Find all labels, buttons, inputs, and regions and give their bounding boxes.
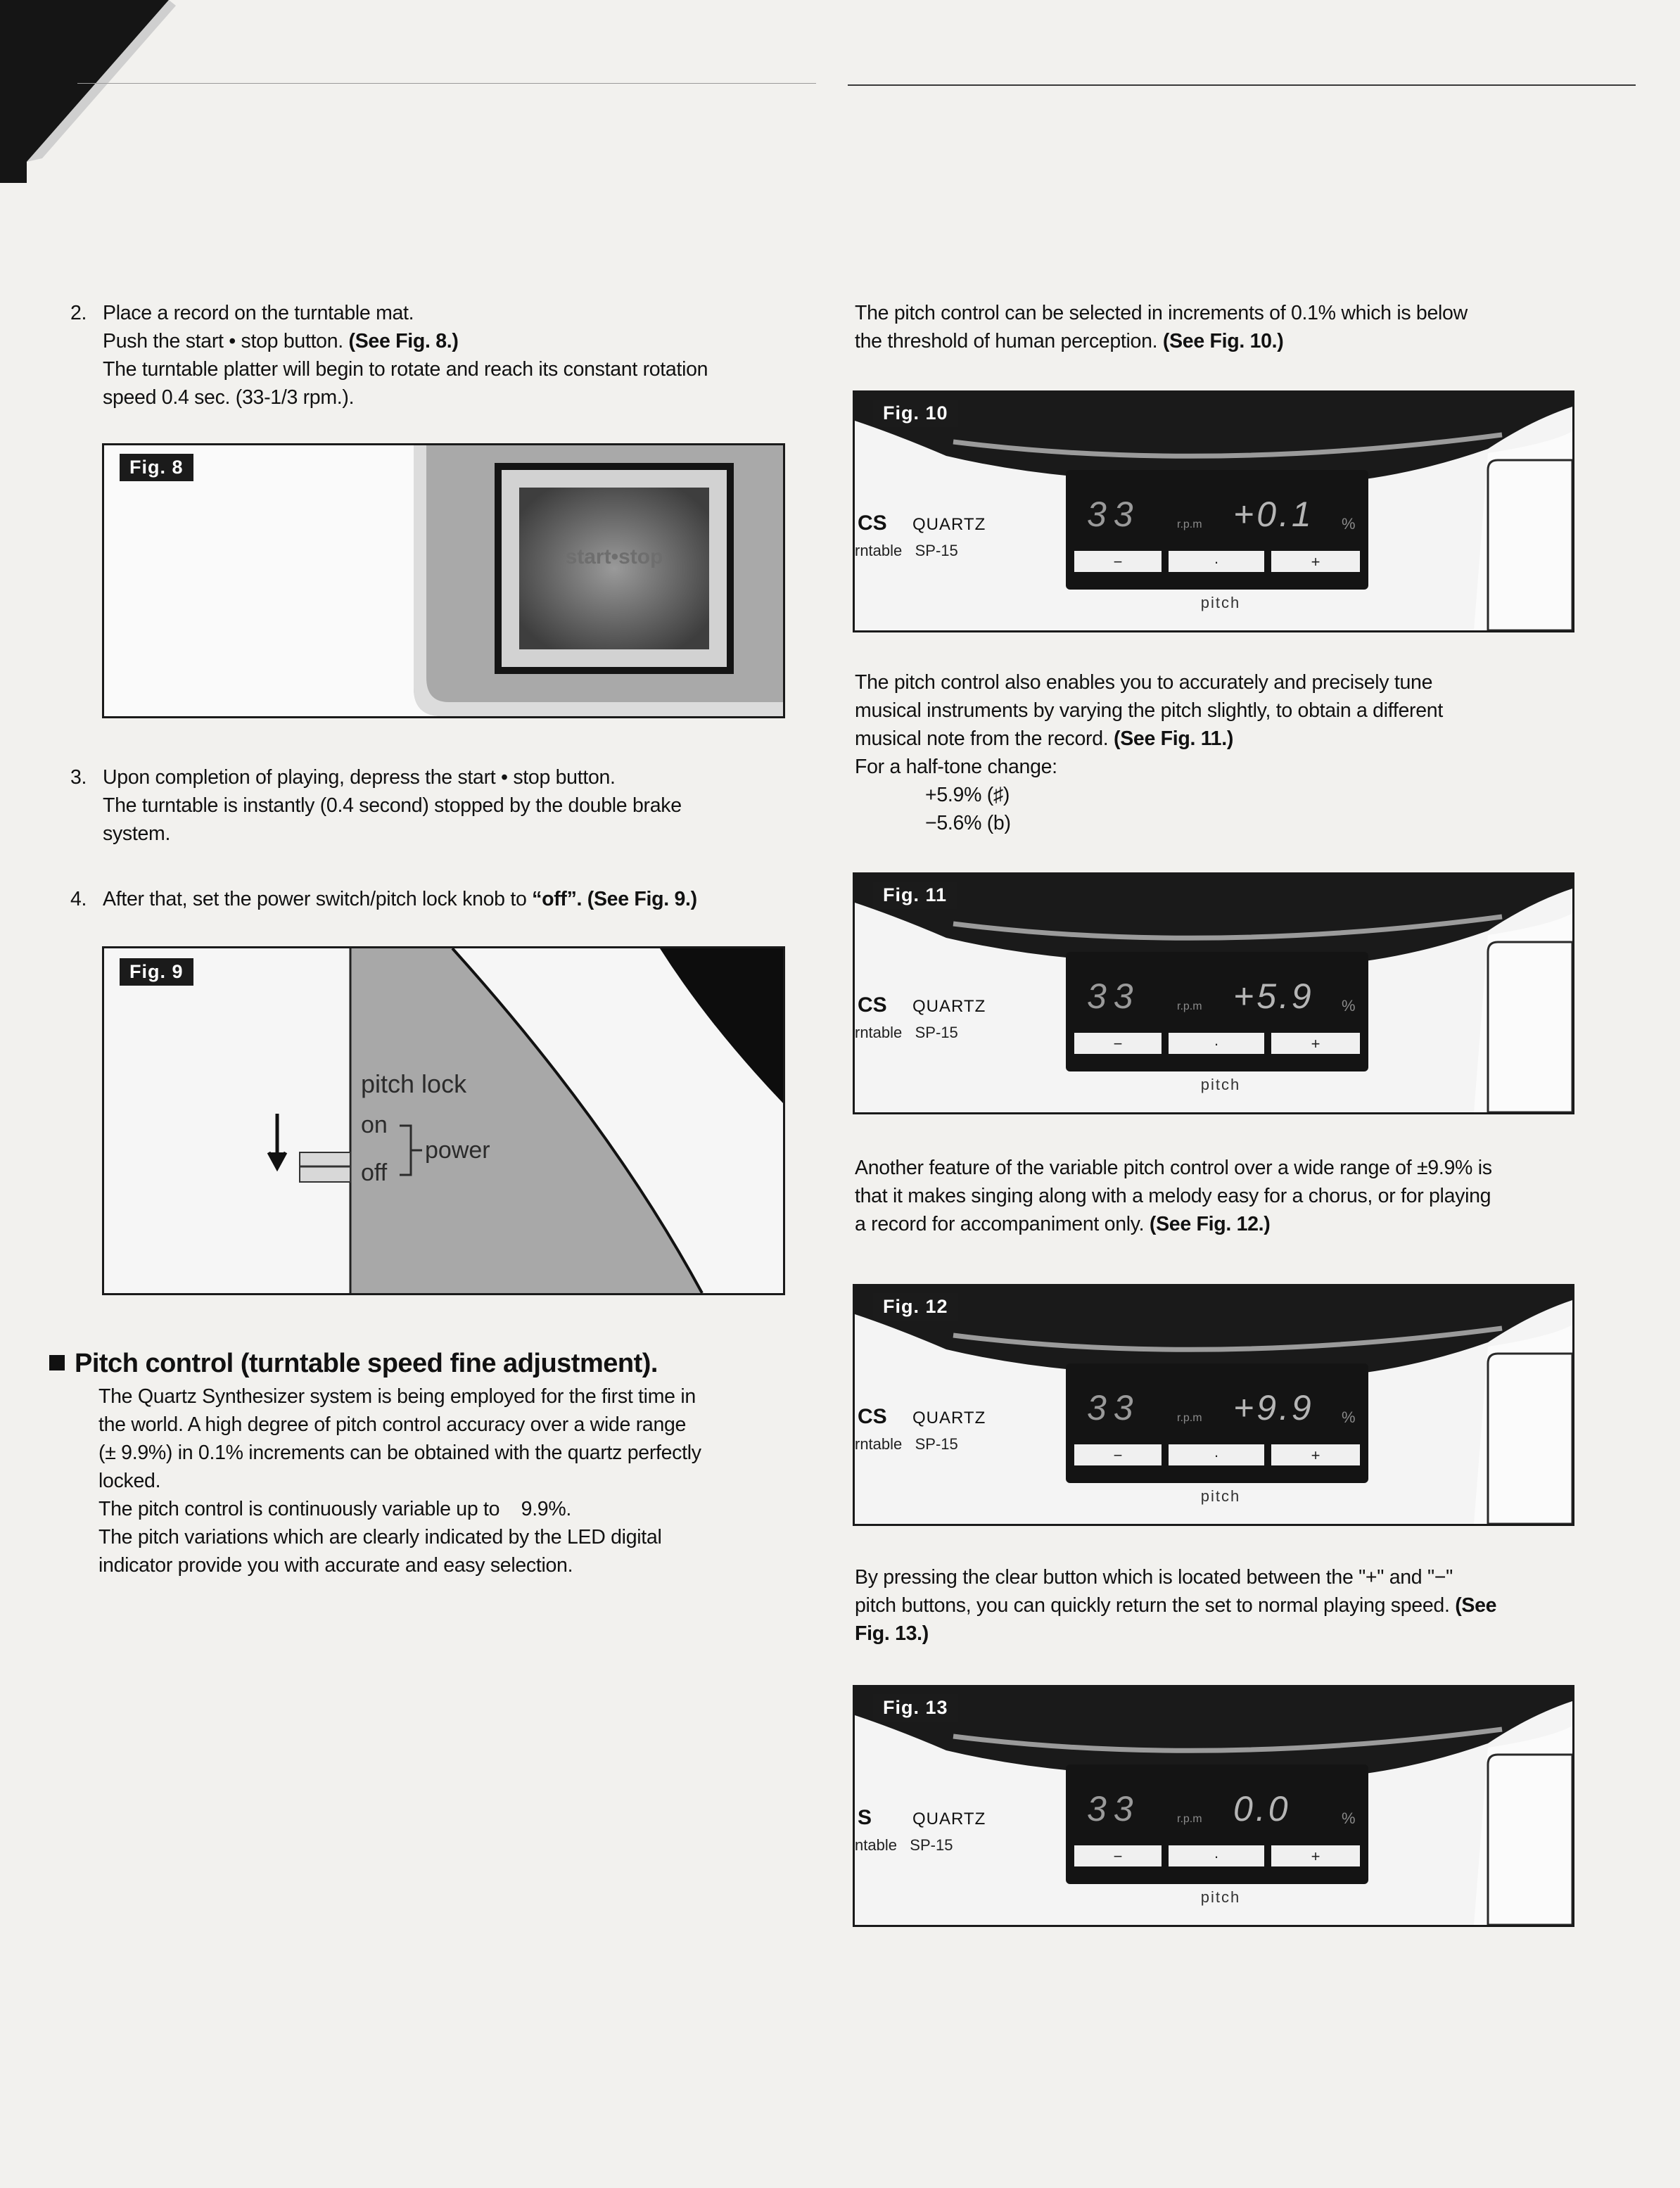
pitch-label: pitch — [1200, 1076, 1241, 1093]
fig-reference: (See Fig. 11.) — [1114, 727, 1234, 750]
body-line: the threshold of human perception. — [855, 330, 1158, 352]
figure-label: Fig. 12 — [873, 1293, 958, 1321]
minus-label: − — [1113, 1035, 1123, 1052]
heading-text: Pitch control (turntable speed fine adjustment). — [75, 1349, 658, 1378]
figure-label: Fig. 13 — [873, 1694, 958, 1722]
paragraph-fig13 — [855, 1563, 1572, 1648]
pitch-label: pitch — [1200, 1487, 1241, 1505]
lcd-rpm: r.p.m — [1177, 1813, 1202, 1825]
figure-9 — [102, 946, 785, 1295]
plus-label: + — [1311, 1035, 1321, 1052]
step-line: Push the start • stop button. — [103, 330, 343, 352]
body-line: musical note from the record. — [855, 727, 1109, 750]
lcd-speed: 33 — [1087, 495, 1140, 534]
step-line: Upon completion of playing, depress the start • stop button. — [103, 766, 616, 789]
step-number: 4. — [70, 888, 87, 910]
step-line: speed 0.4 sec. (33-1/3 rpm.). — [103, 386, 355, 409]
lcd-speed: 33 — [1087, 1388, 1140, 1427]
paragraph-fig12 — [855, 1154, 1572, 1238]
display-illustration — [855, 1687, 1572, 1925]
step-number: 3. — [70, 766, 87, 789]
figure-label: Fig. 9 — [120, 958, 193, 986]
lcd-pitch: 0.0 — [1233, 1789, 1291, 1828]
lcd-rpm: r.p.m — [1177, 1000, 1202, 1012]
brand-logo: S — [858, 1806, 872, 1829]
lcd-percent: % — [1342, 1408, 1356, 1426]
flat-value: −5.6% (b) — [925, 812, 1011, 834]
quartz-logo: QUARTZ — [912, 1408, 986, 1427]
header-rule-right — [848, 84, 1636, 86]
power-label: power — [425, 1137, 490, 1164]
paragraph-fig10 — [855, 299, 1572, 355]
body-line: locked. — [98, 1470, 161, 1492]
lcd-pitch: +9.9 — [1233, 1388, 1314, 1427]
body-line: indicator provide you with accurate and easy selection. — [98, 1554, 573, 1577]
plus-label: + — [1311, 1446, 1321, 1464]
pitch-display-figure-11 — [853, 872, 1574, 1114]
body-line: The pitch control is continuously variable up to 9.9%. — [98, 1498, 572, 1520]
body-line: the world. A high degree of pitch control accuracy over a wide range — [98, 1413, 687, 1436]
minus-label: − — [1113, 1847, 1123, 1865]
pitch-label: pitch — [1200, 594, 1241, 611]
off-value: “off”. — [532, 888, 583, 910]
pitch-display-figure-12 — [853, 1284, 1574, 1526]
pitch-display-figure-13 — [853, 1685, 1574, 1927]
model-label: rntable SP-15 — [855, 542, 958, 559]
lcd-speed: 33 — [1087, 1789, 1140, 1828]
lcd-rpm: r.p.m — [1177, 519, 1202, 530]
lcd-percent: % — [1342, 1809, 1356, 1827]
step-line: The turntable platter will begin to rotate and reach its constant rotation — [103, 358, 708, 381]
header-rule-left — [77, 83, 816, 84]
lcd-speed: 33 — [1087, 977, 1140, 1016]
step-number: 2. — [70, 302, 87, 324]
lcd-percent: % — [1342, 515, 1356, 533]
start-stop-label: start•stop — [565, 545, 663, 568]
section-heading — [49, 1347, 795, 1380]
step-line: Place a record on the turntable mat. — [103, 302, 414, 324]
model-label: rntable SP-15 — [855, 1024, 958, 1041]
body-line: By pressing the clear button which is located between the "+" and "−" — [855, 1566, 1453, 1589]
step-line: The turntable is instantly (0.4 second) stopped by the double brake — [103, 794, 682, 817]
on-label: on — [361, 1112, 388, 1138]
quartz-logo: QUARTZ — [912, 997, 986, 1016]
clear-label: · — [1214, 1446, 1219, 1464]
off-label: off — [361, 1159, 388, 1186]
fig-reference: (See Fig. 10.) — [1162, 330, 1284, 352]
figure-label: Fig. 10 — [873, 400, 958, 427]
minus-label: − — [1113, 1446, 1123, 1464]
paragraph-fig11 — [855, 668, 1572, 837]
figure-8 — [102, 443, 785, 718]
figure-label: Fig. 8 — [120, 454, 193, 481]
brand-logo: CS — [858, 993, 887, 1017]
body-line: For a half-tone change: — [855, 756, 1057, 778]
quartz-logo: QUARTZ — [912, 515, 986, 534]
display-illustration — [855, 393, 1572, 630]
body-line: The pitch control can be selected in increments of 0.1% which is below — [855, 302, 1468, 324]
pitch-label: pitch — [1200, 1888, 1241, 1906]
body-line: pitch buttons, you can quickly return the set to normal playing speed. — [855, 1594, 1450, 1617]
lcd-pitch: +0.1 — [1233, 495, 1314, 534]
model-label: rntable SP-15 — [855, 1435, 958, 1453]
body-line: The pitch variations which are clearly indicated by the LED digital — [98, 1526, 662, 1548]
minus-label: − — [1113, 553, 1123, 571]
body-line: Another feature of the variable pitch control over a wide range of ±9.9% is — [855, 1157, 1492, 1179]
step-line: After that, set the power switch/pitch lock knob to — [103, 888, 527, 910]
fig-reference: (See Fig. 12.) — [1149, 1213, 1271, 1235]
pitch-section-body — [98, 1382, 784, 1579]
brand-logo: CS — [858, 1405, 887, 1428]
step-line: system. — [103, 822, 171, 845]
fig-reference: (See Fig. 9.) — [587, 888, 697, 910]
body-line: a record for accompaniment only. — [855, 1213, 1145, 1235]
clear-label: · — [1214, 1035, 1219, 1052]
lcd-rpm: r.p.m — [1177, 1412, 1202, 1424]
pitch-display-figure-10 — [853, 390, 1574, 632]
bullet-square-icon — [49, 1355, 65, 1370]
fig-reference: (See — [1455, 1594, 1497, 1617]
page-corner-fold — [0, 0, 176, 183]
body-line: (± 9.9%) in 0.1% increments can be obtained with the quartz perfectly — [98, 1442, 701, 1464]
fig-reference: (See Fig. 8.) — [348, 330, 459, 352]
model-label: ntable SP-15 — [855, 1836, 953, 1854]
display-illustration — [855, 874, 1572, 1112]
pitch-lock-label: pitch lock — [361, 1069, 467, 1098]
plus-label: + — [1311, 1847, 1321, 1865]
fig8-illustration — [104, 445, 783, 716]
clear-label: · — [1214, 1847, 1219, 1865]
down-arrow-icon — [269, 1114, 286, 1168]
plus-label: + — [1311, 553, 1321, 571]
fig-reference: Fig. 13.) — [855, 1622, 929, 1645]
lcd-percent: % — [1342, 997, 1356, 1015]
body-line: musical instruments by varying the pitch slightly, to obtain a different — [855, 699, 1443, 722]
body-line: The pitch control also enables you to accurately and precisely tune — [855, 671, 1433, 694]
brand-logo: CS — [858, 511, 887, 535]
clear-label: · — [1214, 553, 1219, 571]
body-line: The Quartz Synthesizer system is being employed for the first time in — [98, 1385, 696, 1408]
body-line: that it makes singing along with a melody easy for a chorus, or for playing — [855, 1185, 1491, 1207]
fig9-illustration — [104, 948, 783, 1293]
quartz-logo: QUARTZ — [912, 1809, 986, 1828]
figure-label: Fig. 11 — [873, 882, 957, 909]
sharp-value: +5.9% (♯) — [925, 784, 1010, 806]
display-illustration — [855, 1286, 1572, 1524]
lcd-pitch: +5.9 — [1233, 977, 1314, 1016]
